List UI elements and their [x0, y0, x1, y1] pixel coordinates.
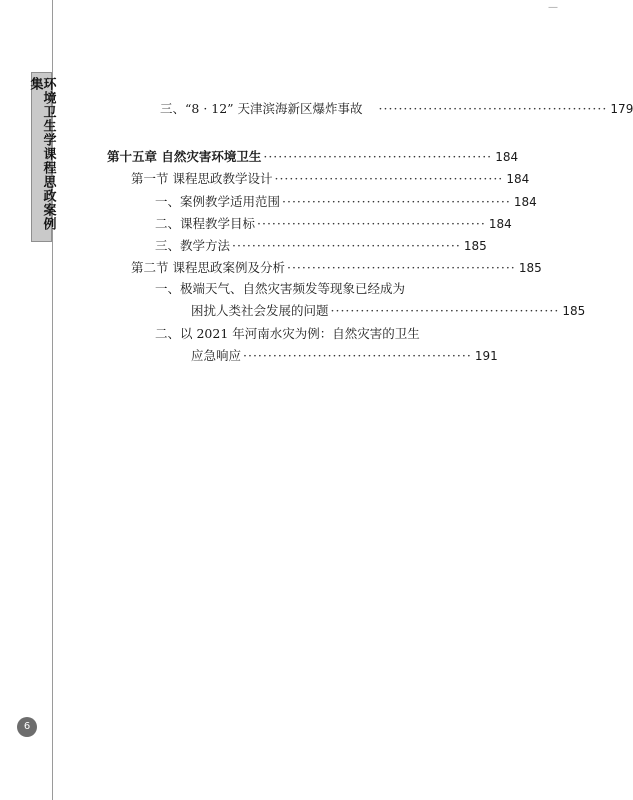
toc-page-number: 184 — [495, 150, 519, 164]
toc-entry-henan-flood-line1: 二、以 2021 年河南水灾为例：自然灾害的卫生 — [155, 326, 420, 341]
toc-entry-scope[interactable] — [155, 191, 537, 213]
toc-page-number: 191 — [474, 349, 498, 363]
toc-page-number: 185 — [518, 261, 542, 275]
toc-chapter-15[interactable] — [107, 146, 519, 168]
toc-page-number: 185 — [562, 304, 586, 318]
toc-entry-label: 三、“8 · 12” 天津滨海新区爆炸事故 — [160, 101, 363, 116]
toc-entry-label: 二、课程教学目标 — [155, 216, 256, 231]
leader-dots: ·············································· — [232, 238, 461, 253]
toc-entry-henan-flood[interactable] — [191, 345, 498, 367]
leader-dots: ·············································· — [257, 216, 486, 231]
toc-entry-label: 三、教学方法 — [155, 238, 231, 253]
page-number: 6 — [17, 717, 37, 737]
leader-dots: ·············································· — [330, 303, 560, 318]
toc-entry-label: 一、案例教学适用范围 — [155, 194, 281, 209]
toc-page-number: 184 — [506, 172, 530, 186]
leader-dots: ·············································· — [243, 348, 472, 363]
toc-section-label: 第一节 课程思政教学设计 — [131, 171, 273, 186]
leader-dots: ·············································· — [263, 149, 493, 164]
toc-page-number: 179 — [610, 102, 633, 116]
toc-entry-extreme-weather-line1: 一、极端天气、自然灾害频发等现象已经成为 — [155, 281, 406, 296]
toc-entry-extreme-weather[interactable] — [191, 300, 586, 322]
corner-mark: — — [548, 2, 558, 13]
toc-entry-179[interactable] — [160, 98, 633, 120]
toc-page-number: 184 — [513, 195, 537, 209]
leader-dots: ·············································· — [286, 260, 516, 275]
toc-entry-objectives[interactable] — [155, 213, 512, 235]
toc-entry-label: 应急响应 — [191, 348, 242, 363]
side-tab — [27, 72, 56, 242]
toc-section-label: 第二节 课程思政案例及分析 — [131, 260, 285, 275]
side-tab-title: 环境卫生学课程思政案例集 — [27, 77, 56, 231]
toc-section-2[interactable] — [131, 257, 542, 279]
toc-chapter-label: 第十五章 自然灾害环境卫生 — [107, 149, 262, 164]
toc-page-number: 185 — [463, 239, 487, 253]
toc-entry-methods[interactable] — [155, 235, 487, 257]
leader-dots: ·············································· — [282, 194, 511, 209]
toc-page-number: 184 — [488, 217, 512, 231]
toc-entry-label: 困扰人类社会发展的问题 — [191, 303, 329, 318]
toc-section-1[interactable] — [131, 168, 530, 190]
leader-dots: ·············································· — [378, 101, 608, 116]
leader-dots: ·············································· — [274, 171, 504, 186]
